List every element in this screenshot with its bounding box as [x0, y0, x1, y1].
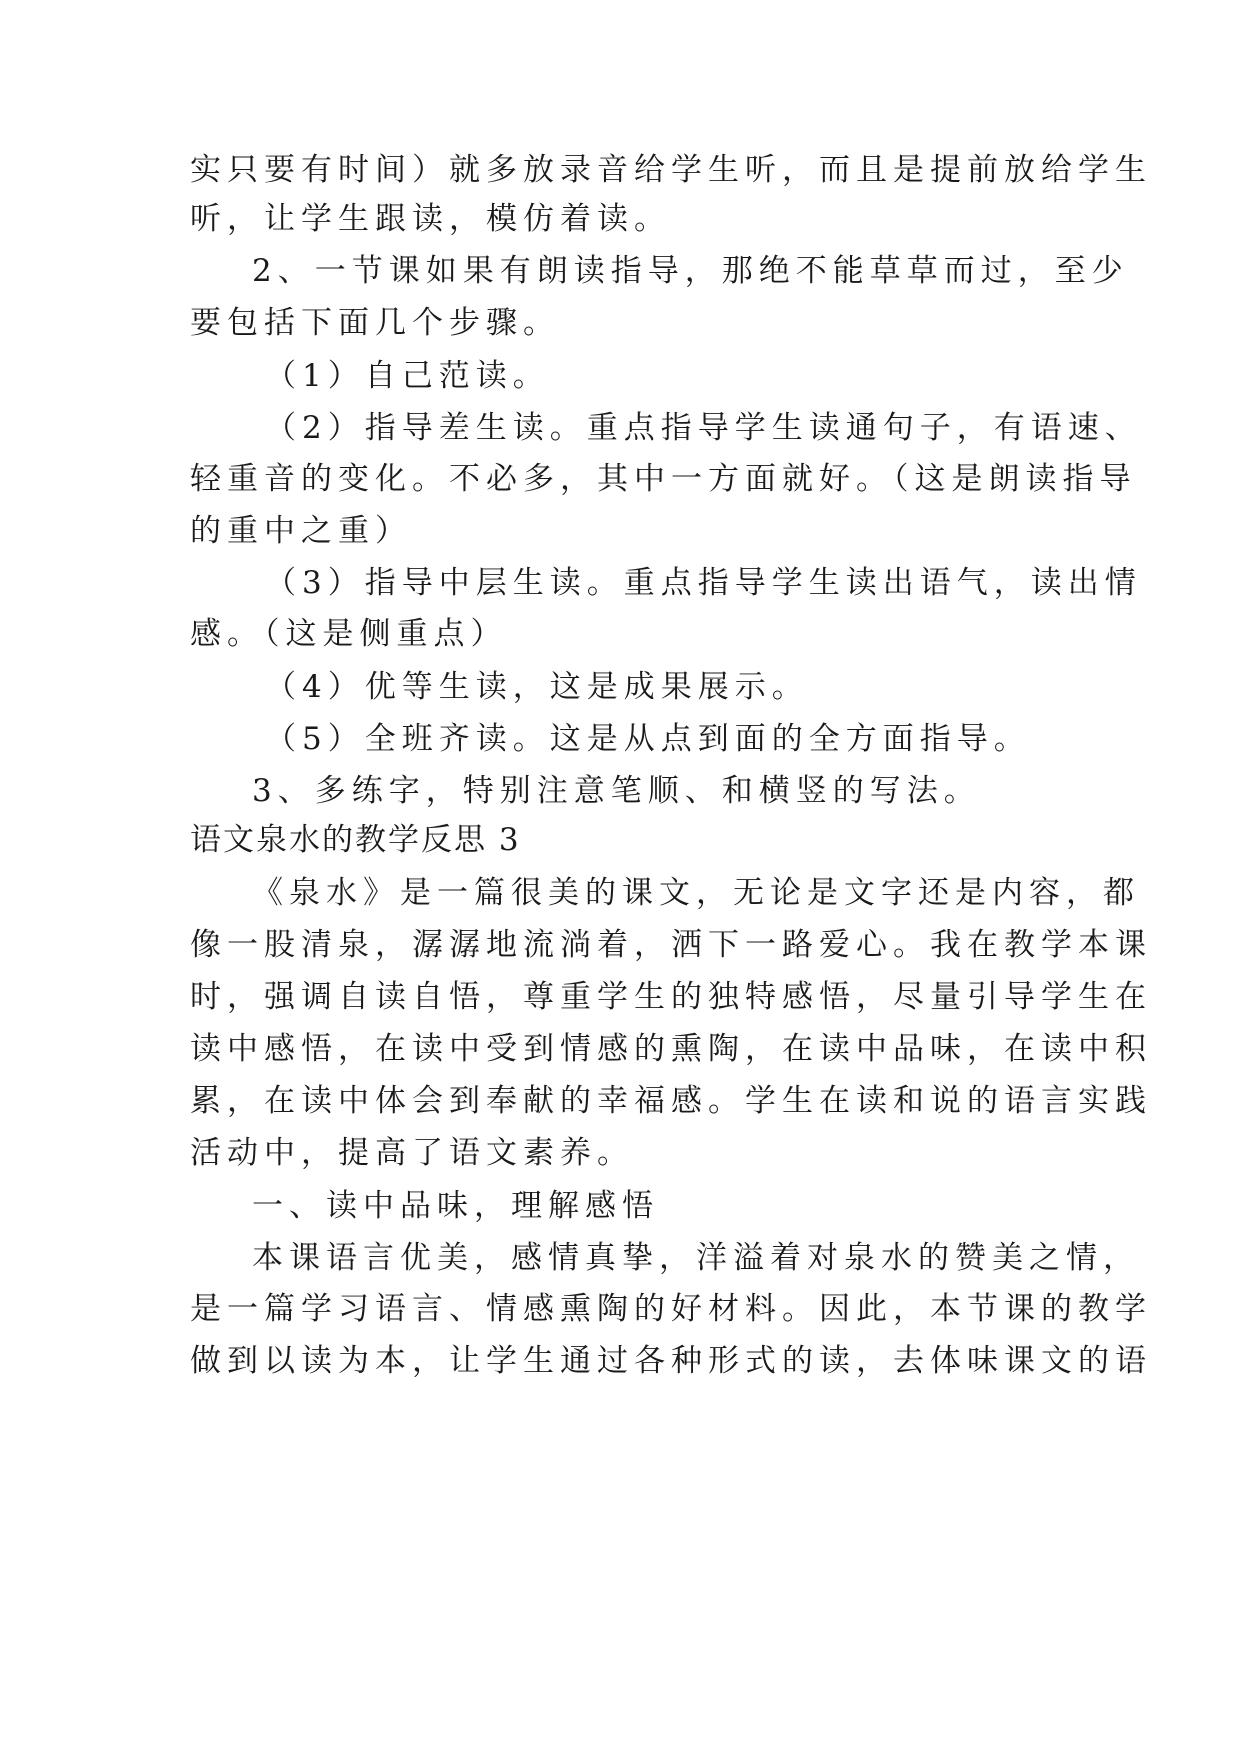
subsection-heading: 一、读中品味，理解感悟 [252, 1188, 659, 1224]
paragraph-line: 轻重音的变化。不必多，其中一方面就好。（这是朗读指导 [190, 461, 1137, 497]
paragraph-line: 像一股清泉，潺潺地流淌着，洒下一路爱心。我在教学本课 [190, 927, 1152, 963]
paragraph-line: 是一篇学习语言、情感熏陶的好材料。因此，本节课的教学 [190, 1291, 1152, 1327]
paragraph-line: 的重中之重） [190, 513, 412, 549]
list-item: （2）指导差生读。重点指导学生读通句子，有语速、 [265, 410, 1142, 446]
paragraph-line: 3、多练字，特别注意笔顺、和横竖的写法。 [252, 773, 981, 809]
list-item: （1）自己范读。 [265, 358, 550, 394]
paragraph-line: 时，强调自读自悟，尊重学生的独特感悟，尽量引导学生在 [190, 979, 1152, 1015]
paragraph-line: 2、一节课如果有朗读指导，那绝不能草草而过，至少 [252, 253, 1129, 289]
paragraph-line: 听，让学生跟读，模仿着读。 [190, 201, 671, 237]
paragraph-line: 实只要有时间）就多放录音给学生听，而且是提前放给学生 [190, 152, 1152, 188]
paragraph-line: 本课语言优美，感情真挚，洋溢着对泉水的赞美之情， [252, 1240, 1140, 1276]
list-item: （3）指导中层生读。重点指导学生读出语气，读出情 [265, 565, 1142, 601]
paragraph-line: 《泉水》是一篇很美的课文，无论是文字还是内容，都 [252, 875, 1140, 911]
list-item: （5）全班齐读。这是从点到面的全方面指导。 [265, 721, 1031, 757]
paragraph-line: 要包括下面几个步骤。 [190, 305, 560, 341]
section-heading: 语文泉水的教学反思 3 [190, 822, 521, 858]
paragraph-line: 读中感悟，在读中受到情感的熏陶，在读中品味，在读中积 [190, 1031, 1152, 1067]
paragraph-line: 活动中，提高了语文素养。 [190, 1135, 634, 1171]
paragraph-line: 感。（这是侧重点） [190, 616, 508, 652]
paragraph-line: 累，在读中体会到奉献的幸福感。学生在读和说的语言实践 [190, 1083, 1152, 1119]
paragraph-line: 做到以读为本，让学生通过各种形式的读，去体味课文的语 [190, 1343, 1152, 1379]
list-item: （4）优等生读，这是成果展示。 [265, 669, 809, 705]
